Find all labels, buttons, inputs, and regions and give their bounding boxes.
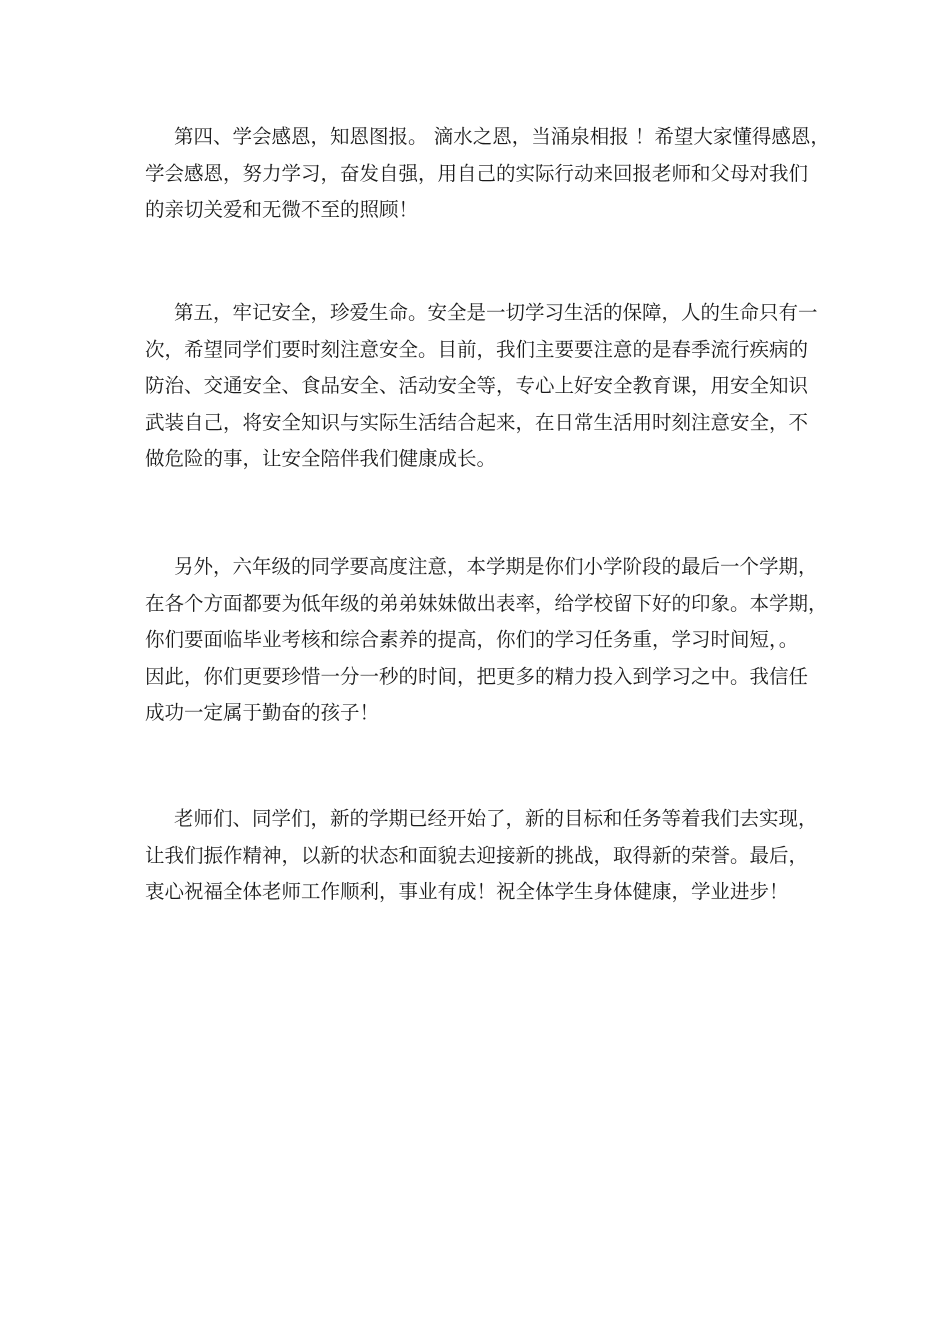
text-line: 做危险的事，让安全陪伴我们健康成长。 bbox=[145, 447, 497, 470]
text-line: 成功一定属于勤奋的孩子！ bbox=[145, 701, 380, 724]
text-line: 让我们振作精神，以新的状态和面貌去迎接新的挑战，取得新的荣誉。最后， bbox=[145, 843, 809, 867]
text-line: 学会感恩，努力学习，奋发自强，用自己的实际行动来回报老师和父母对我们 bbox=[145, 161, 809, 185]
paragraph-safety bbox=[145, 295, 818, 478]
text-line: 老师们、同学们，新的学期已经开始了，新的目标和任务等着我们去实现， bbox=[174, 807, 818, 830]
paragraph-gratitude bbox=[145, 119, 830, 229]
text-line: 防治、交通安全、食品安全、活动安全等，专心上好安全教育课，用安全知识 bbox=[145, 374, 809, 397]
text-line: 次，希望同学们要时刻注意安全。目前，我们主要要注意的是春季流行疾病的 bbox=[145, 337, 809, 361]
text-line: 第五，牢记安全，珍爱生命。安全是一切学习生活的保障，人的生命只有一 bbox=[174, 301, 818, 324]
text-line: 武装自己，将安全知识与实际生活结合起来，在日常生活用时刻注意安全，不 bbox=[145, 410, 809, 434]
text-line: 第四、学会感恩，知恩图报。 滴水之恩，当涌泉相报 ！希望大家懂得感恩， bbox=[174, 125, 830, 148]
text-line: 衷心祝福全体老师工作顺利，事业有成！祝全体学生身体健康，学业进步！ bbox=[145, 880, 789, 903]
text-line: 的亲切关爱和无微不至的照顾！ bbox=[145, 198, 419, 221]
text-line: 因此，你们更要珍惜一分一秒的时间，把更多的精力投入到学习之中。我信任 bbox=[145, 664, 809, 688]
text-line: 在各个方面都要为低年级的弟弟妹妹做出表率，给学校留下好的印象。本学期， bbox=[145, 591, 828, 615]
text-line: 你们要面临毕业考核和综合素养的提高，你们的学习任务重，学习时间短，。 bbox=[145, 628, 799, 651]
paragraph-closing bbox=[145, 801, 818, 911]
text-line: 另外，六年级的同学要高度注意，本学期是你们小学阶段的最后一个学期， bbox=[174, 555, 818, 578]
paragraph-sixth-grade bbox=[145, 549, 828, 732]
